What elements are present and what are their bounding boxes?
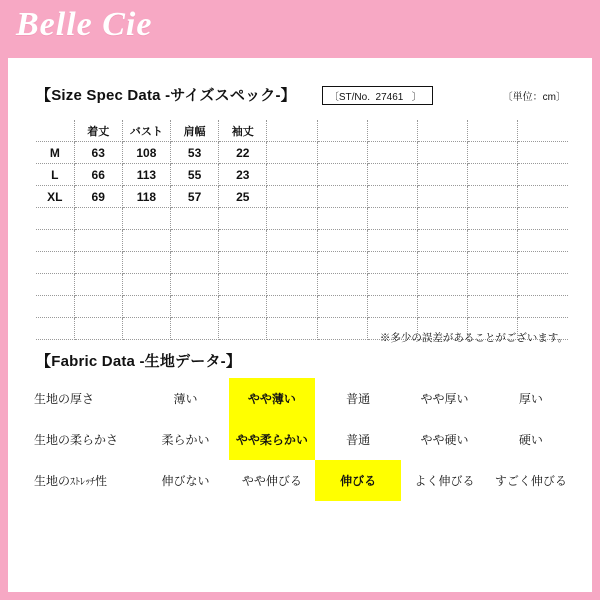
- cell-empty: [417, 274, 467, 296]
- style-number: 〔ST/No. 27461 〕: [322, 86, 433, 105]
- table-header-row: [36, 120, 568, 142]
- cell-empty: [317, 252, 367, 274]
- cell-shoulder: 55: [170, 164, 218, 186]
- cell-empty: [468, 164, 518, 186]
- cell-empty: [122, 208, 170, 230]
- cell-empty: [170, 208, 218, 230]
- cell-empty: [74, 296, 122, 318]
- cell-empty: [219, 252, 267, 274]
- cell-empty: [417, 296, 467, 318]
- cell-empty: [74, 318, 122, 340]
- spec-sheet: [8, 58, 592, 592]
- cell-empty: [36, 252, 74, 274]
- cell-empty: [267, 230, 317, 252]
- fabric-option: やや伸びる: [241, 474, 302, 488]
- cell-bust: 118: [122, 186, 170, 208]
- cell-empty: [74, 230, 122, 252]
- cell-empty: [219, 296, 267, 318]
- size-spec-table: [36, 120, 568, 340]
- cell-empty: [74, 252, 122, 274]
- brand-logo: Belle Cie: [16, 6, 153, 43]
- cell-bust: 113: [122, 164, 170, 186]
- cell-empty: [267, 142, 317, 164]
- cell-empty: [36, 208, 74, 230]
- cell-empty: [317, 164, 367, 186]
- cell-empty: [518, 274, 568, 296]
- col-blank: [518, 120, 568, 142]
- cell-empty: [122, 252, 170, 274]
- cell-empty: [36, 296, 74, 318]
- cell-empty: [219, 274, 267, 296]
- cell-empty: [317, 318, 367, 340]
- cell-empty: [417, 230, 467, 252]
- col-bust: バスト: [122, 120, 170, 142]
- fabric-row-label: [30, 460, 142, 501]
- cell-empty: [417, 164, 467, 186]
- cell-empty: [367, 164, 417, 186]
- fabric-option: よく伸びる: [414, 474, 475, 488]
- row-size-label: M: [36, 142, 74, 164]
- cell-shoulder: 53: [170, 142, 218, 164]
- fabric-option-selected: やや柔らかい: [229, 419, 315, 460]
- cell-empty: [518, 186, 568, 208]
- cell-empty: [367, 208, 417, 230]
- fabric-option-selected: 伸びる: [315, 460, 401, 501]
- cell-empty: [367, 296, 417, 318]
- col-length: 着丈: [74, 120, 122, 142]
- cell-empty: [267, 164, 317, 186]
- table-row: [36, 164, 568, 186]
- cell-empty: [518, 230, 568, 252]
- fabric-option: やや厚い: [420, 392, 469, 406]
- fabric-option: すごく伸びる: [494, 474, 567, 488]
- cell-empty: [367, 274, 417, 296]
- table-row: [36, 142, 568, 164]
- size-spec-title: 【Size Spec Data -サイズスペック-】: [36, 87, 296, 104]
- cell-empty: [267, 252, 317, 274]
- cell-empty: [170, 230, 218, 252]
- cell-empty: [468, 296, 518, 318]
- cell-empty: [36, 318, 74, 340]
- fabric-option: 伸びない: [161, 474, 210, 488]
- cell-empty: [122, 296, 170, 318]
- cell-sleeve: 22: [219, 142, 267, 164]
- cell-empty: [518, 142, 568, 164]
- cell-sleeve: 23: [219, 164, 267, 186]
- cell-empty: [122, 230, 170, 252]
- cell-bust: 108: [122, 142, 170, 164]
- row-size-label: XL: [36, 186, 74, 208]
- col-blank: [417, 120, 467, 142]
- cell-empty: [518, 252, 568, 274]
- fabric-row-label-head: 生地の: [34, 474, 71, 488]
- cell-empty: [468, 252, 518, 274]
- tolerance-note: ※多少の誤差があることがございます。: [379, 332, 568, 344]
- cell-empty: [170, 252, 218, 274]
- cell-empty: [122, 274, 170, 296]
- table-row: [36, 274, 568, 296]
- cell-empty: [36, 274, 74, 296]
- cell-empty: [417, 252, 467, 274]
- unit-label: 〔単位：cm〕: [502, 92, 566, 103]
- col-sleeve: 袖丈: [219, 120, 267, 142]
- fabric-option: 硬い: [518, 433, 543, 447]
- fabric-row-label-small: ｽﾄﾚｯﾁ: [70, 477, 96, 488]
- row-size-label: L: [36, 164, 74, 186]
- cell-empty: [317, 186, 367, 208]
- cell-empty: [170, 318, 218, 340]
- fabric-option: 普通: [346, 392, 371, 406]
- fabric-option-selected: やや薄い: [229, 378, 315, 419]
- cell-length: 69: [74, 186, 122, 208]
- cell-empty: [417, 186, 467, 208]
- cell-empty: [468, 142, 518, 164]
- cell-empty: [518, 164, 568, 186]
- cell-empty: [367, 230, 417, 252]
- cell-empty: [267, 208, 317, 230]
- cell-empty: [317, 208, 367, 230]
- cell-empty: [468, 230, 518, 252]
- fabric-row-label-tail: 性: [95, 474, 108, 488]
- cell-length: 63: [74, 142, 122, 164]
- cell-empty: [219, 208, 267, 230]
- fabric-row-stretch: [30, 460, 574, 501]
- cell-empty: [367, 142, 417, 164]
- fabric-data-title: 【Fabric Data -生地データ-】: [36, 353, 242, 370]
- cell-empty: [219, 230, 267, 252]
- table-row: [36, 230, 568, 252]
- fabric-row-softness: [30, 419, 574, 460]
- cell-empty: [317, 142, 367, 164]
- cell-empty: [468, 274, 518, 296]
- table-row: [36, 208, 568, 230]
- cell-empty: [170, 296, 218, 318]
- cell-empty: [417, 142, 467, 164]
- cell-empty: [74, 274, 122, 296]
- col-blank: [267, 120, 317, 142]
- cell-sleeve: 25: [219, 186, 267, 208]
- cell-empty: [267, 318, 317, 340]
- fabric-option: 普通: [346, 433, 371, 447]
- cell-empty: [36, 230, 74, 252]
- fabric-option: 薄い: [173, 392, 198, 406]
- col-size: [36, 120, 74, 142]
- fabric-option: 柔らかい: [161, 433, 210, 447]
- fabric-row-label: 生地の柔らかさ: [34, 433, 119, 447]
- cell-empty: [518, 296, 568, 318]
- cell-empty: [122, 318, 170, 340]
- size-spec-header: [36, 84, 566, 105]
- table-row: [36, 296, 568, 318]
- cell-empty: [317, 274, 367, 296]
- col-blank: [367, 120, 417, 142]
- fabric-row-label: 生地の厚さ: [34, 392, 95, 406]
- cell-empty: [417, 208, 467, 230]
- cell-empty: [468, 208, 518, 230]
- cell-empty: [518, 208, 568, 230]
- col-shoulder: 肩幅: [170, 120, 218, 142]
- cell-empty: [267, 296, 317, 318]
- table-row: [36, 186, 568, 208]
- cell-empty: [170, 274, 218, 296]
- fabric-row-thickness: [30, 378, 574, 419]
- col-blank: [468, 120, 518, 142]
- table-row: [36, 252, 568, 274]
- cell-length: 66: [74, 164, 122, 186]
- cell-empty: [74, 208, 122, 230]
- col-blank: [317, 120, 367, 142]
- cell-empty: [267, 274, 317, 296]
- fabric-data-table: [30, 378, 574, 501]
- cell-shoulder: 57: [170, 186, 218, 208]
- fabric-option: やや硬い: [420, 433, 469, 447]
- fabric-option: 厚い: [518, 392, 543, 406]
- cell-empty: [317, 230, 367, 252]
- cell-empty: [219, 318, 267, 340]
- cell-empty: [267, 186, 317, 208]
- cell-empty: [468, 186, 518, 208]
- cell-empty: [367, 252, 417, 274]
- cell-empty: [367, 186, 417, 208]
- cell-empty: [317, 296, 367, 318]
